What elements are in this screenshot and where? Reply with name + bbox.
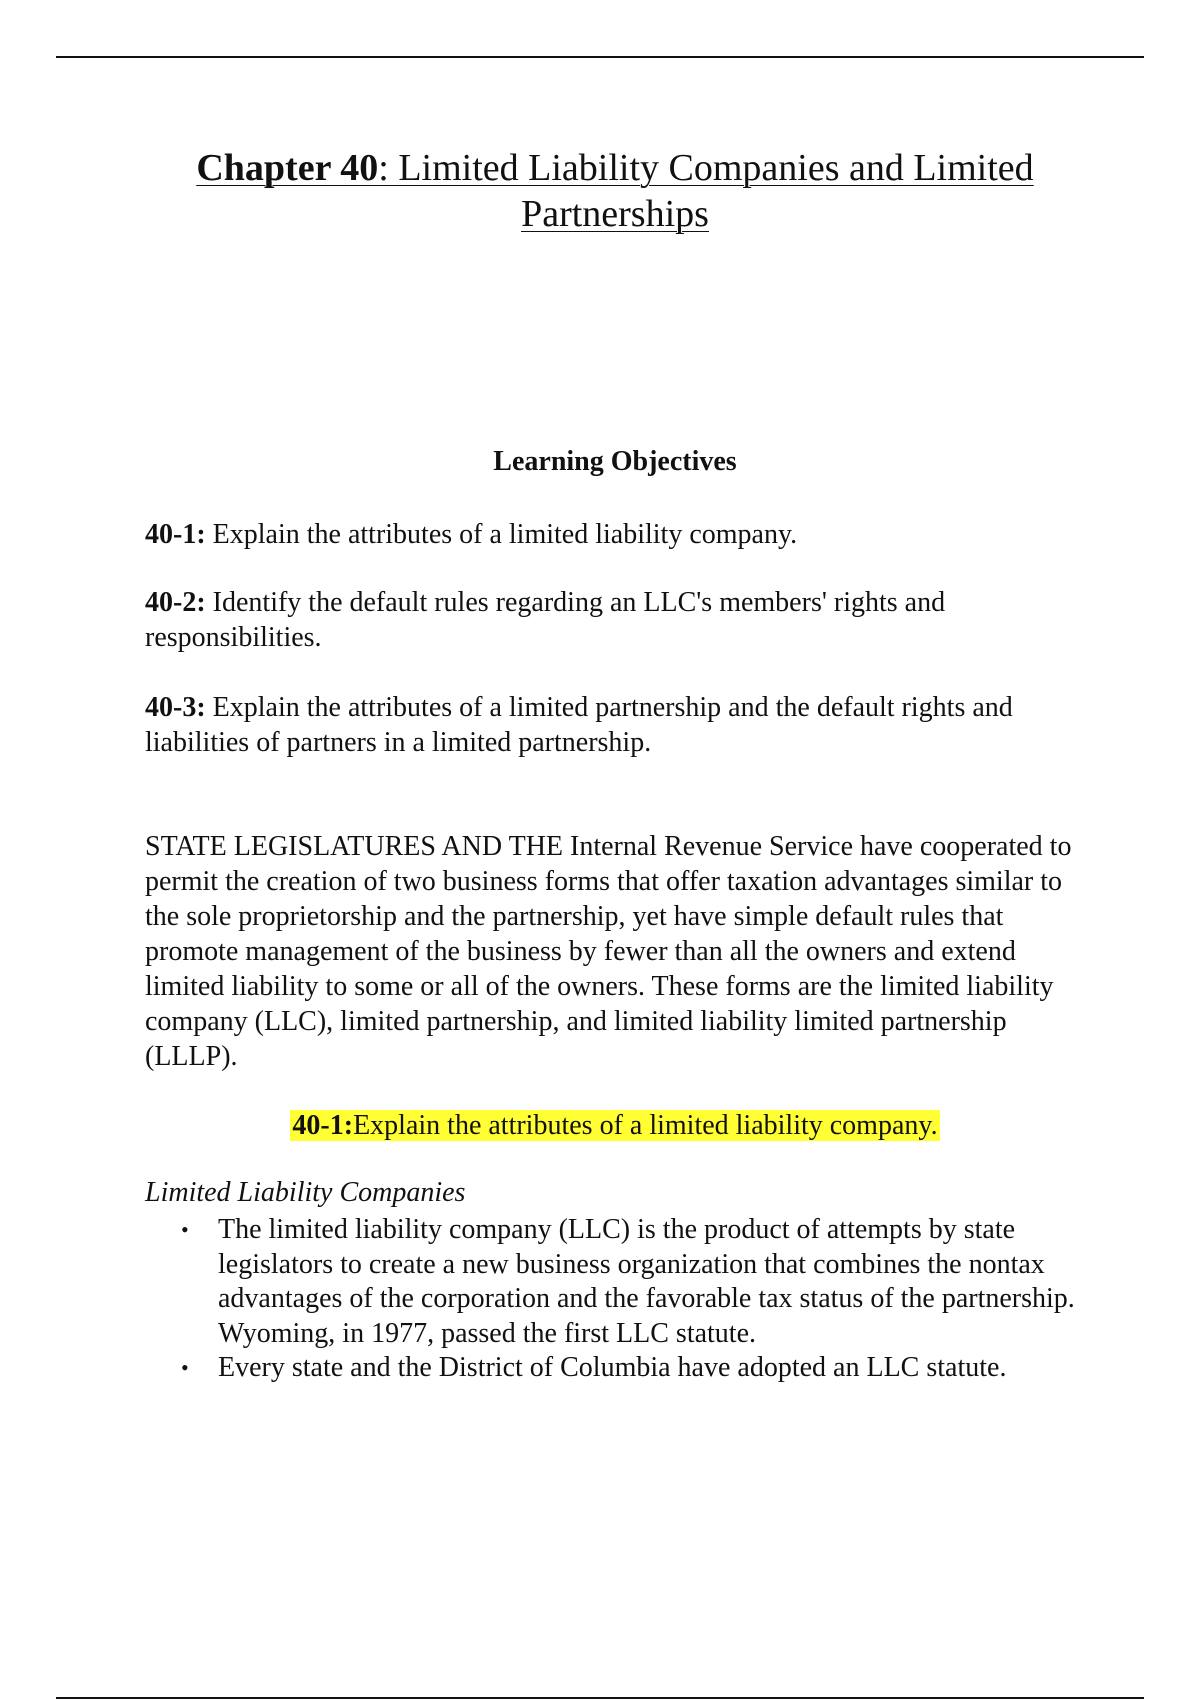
highlighted-objective	[145, 1108, 1085, 1144]
highlighted-objective-number: 40-1:	[292, 1110, 354, 1141]
title-rest: : Limited Liability Companies and Limited Partnerships	[378, 147, 1034, 235]
page-title	[145, 145, 1085, 237]
section-title: Limited Liability Companies	[145, 1177, 466, 1208]
objective-item	[145, 517, 1085, 552]
list-item	[145, 1351, 1085, 1386]
objective-text: Explain the attributes of a limited liability company.	[205, 519, 798, 550]
objective-item	[145, 690, 1085, 760]
objective-number: 40-1:	[145, 519, 206, 550]
highlighted-objective-text: Explain the attributes of a limited liability company.	[353, 1110, 938, 1141]
intro-paragraph: STATE LEGISLATURES AND THE Internal Revenue Service have cooperated to permit the creation of two business forms that offer taxation advantages similar to the sole proprietorship and the partnership, yet have simple default rules that promote management of the business by fewer than all the owners and extend limited liability to some or all of the owners. These forms are the limited liability company (LLC), limited partnership, and limited liability limited partnership (LLLP).	[145, 831, 1072, 1072]
bullet-icon: •	[181, 1355, 189, 1380]
bullet-text: Every state and the District of Columbia have adopted an LLC statute.	[218, 1352, 1007, 1383]
objective-item	[145, 585, 1085, 655]
objective-text: Identify the default rules regarding an LLC's members' rights and responsibilities.	[145, 587, 946, 653]
objective-number: 40-3:	[145, 692, 206, 723]
bullet-list	[145, 1213, 1085, 1386]
bullet-text: The limited liability company (LLC) is the product of attempts by state legislators to create a new business organization that combines the nontax advantages of the corporation and the favorable tax status of the partnership. Wyoming, in 1977, passed the first LLC statute.	[218, 1214, 1075, 1349]
title-chapter: Chapter 40	[196, 147, 379, 189]
bullet-icon: •	[181, 1217, 189, 1242]
list-item	[145, 1213, 1085, 1351]
objective-text: Explain the attributes of a limited partnership and the default rights and liabilities of partners in a limited partnership.	[145, 692, 1013, 758]
bottom-rule	[56, 1697, 1144, 1699]
top-rule	[56, 56, 1144, 58]
learning-objectives-heading: Learning Objectives	[493, 446, 737, 477]
objective-number: 40-2:	[145, 587, 206, 618]
